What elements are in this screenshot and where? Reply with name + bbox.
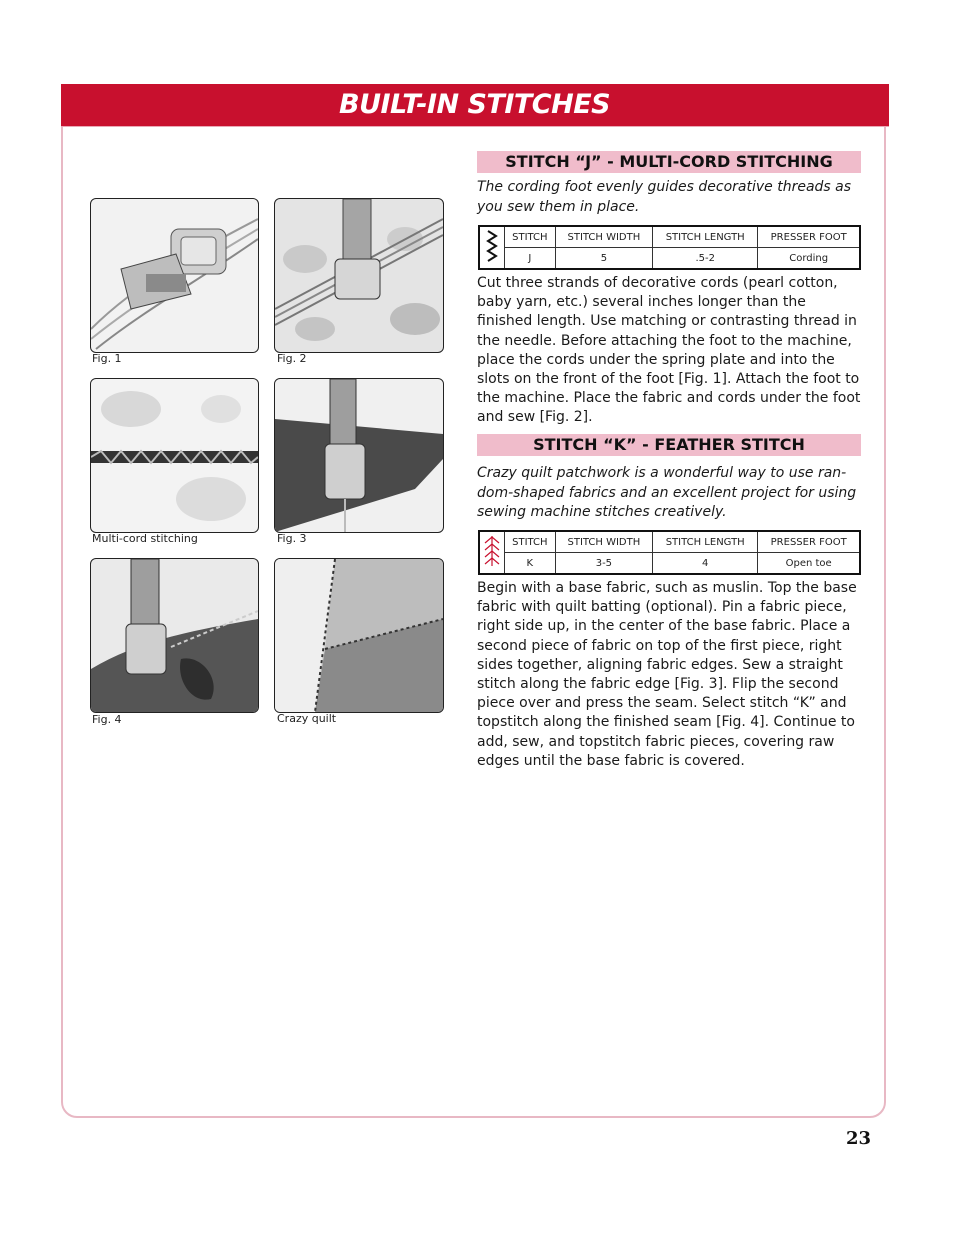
section-k-heading: STITCH “K” - FEATHER STITCH [477,434,861,456]
spec-header-length: STITCH LENGTH [653,531,758,553]
fig-1-caption: Fig. 1 [92,352,122,365]
spec-value-width: 5 [555,248,652,270]
spec-value-foot: Open toe [758,553,860,575]
fig-2-photo [274,198,444,353]
section-k-body: Begin with a base fabric, such as muslin. Top the base fabric with quilt batting (optional). Pin a fabric piece, right side up, in the center of the base fabric. Place a second piece of fabric on top of the first piece, right sides together, aligning fabric edges. Sew a straight stitch along the fabric edge [Fig. 3]. Flip the second piece over and press the seam. Select stitch “K” and topstitch along the finished seam [Fig. 4]. Continue to add, sew, and topstitch fabric pieces, covering raw edges until the base fabric is covered. [477,580,857,769]
spec-value-stitch: J [505,248,556,270]
section-j-body: Cut three strands of decorative cords (pearl cotton, baby yarn, etc.) several inches longer than the finished length. Use matching or contrasting thread in the needle. Before attaching the foot to the machine, place the cords under the spring plate and into the slots on the front of the foot [Fig. 1]. Attach the foot to the machine. Place the fabric and cords under the foot and sew [Fig. 2]. [477,275,861,426]
spec-value-width: 3-5 [555,553,652,575]
page-number: 23 [846,1128,872,1149]
spec-header-row [479,531,860,553]
spec-header-foot: PRESSER FOOT [758,226,860,248]
section-j-spec-table [478,225,861,270]
title-bar [61,84,889,127]
spec-value-foot: Cording [758,248,860,270]
page-title: BUILT-IN STITCHES [339,89,611,120]
spec-value-stitch: K [505,553,556,575]
zigzag-stitch-icon [479,226,505,269]
spec-value-length: 4 [653,553,758,575]
fig-3-caption: Fig. 3 [277,532,307,545]
spec-header-width: STITCH WIDTH [555,226,652,248]
spec-header-stitch: STITCH [505,531,556,553]
crazy-quilt-photo [274,558,444,713]
section-j-heading: STITCH “J” - MULTI-CORD STITCHING [477,151,861,173]
multi-cord-photo [90,378,259,533]
section-j-intro: The cording foot evenly guides decorative threads as you sew them in place. [477,179,852,215]
spec-value-row [479,553,860,575]
spec-value-length: .5-2 [653,248,758,270]
spec-header-stitch: STITCH [505,226,556,248]
section-k-spec-table [478,530,861,575]
spec-header-width: STITCH WIDTH [555,531,652,553]
crazy-quilt-caption: Crazy quilt [277,712,337,725]
fig-1-photo [90,198,259,353]
spec-header-row [479,226,860,248]
multi-cord-caption: Multi-cord stitching [92,532,198,545]
spec-header-length: STITCH LENGTH [653,226,758,248]
fig-2-caption: Fig. 2 [277,352,307,365]
fig-4-photo [90,558,259,713]
spec-value-row [479,248,860,270]
fig-4-caption: Fig. 4 [92,713,122,726]
feather-stitch-icon [479,531,505,574]
section-k-intro: Crazy quilt patchwork is a wonderful way to use ran-dom-shaped fabrics and an excellent project for using sewing machine stitches creatively. [477,465,857,520]
spec-header-foot: PRESSER FOOT [758,531,860,553]
fig-3-photo [274,378,444,533]
